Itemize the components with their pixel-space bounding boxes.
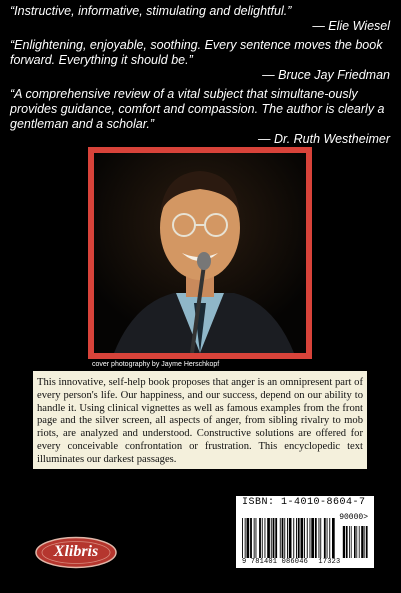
barcode-bar — [273, 518, 275, 558]
barcode-bar — [254, 518, 255, 558]
barcode-bar — [284, 518, 285, 558]
quote-text: “Instructive, informative, stimulating and delightful.” — [10, 4, 292, 18]
barcode-number: 9 781401 086046 — [242, 558, 309, 566]
barcode-bar — [301, 518, 304, 558]
barcode-bar — [315, 518, 317, 558]
quote-author: — Elie Wiesel — [312, 19, 390, 33]
barcode-bar — [307, 518, 308, 558]
isbn-label: ISBN: 1-4010-8604-7 — [242, 497, 366, 508]
isbn-barcode — [236, 496, 374, 568]
barcode-bar — [245, 518, 246, 558]
barcode-bar — [364, 526, 365, 558]
barcode-suffix: 17323 — [318, 558, 341, 566]
barcode-bar — [356, 526, 357, 558]
barcode-bar — [354, 526, 356, 558]
barcode-bar — [280, 518, 281, 558]
barcode-bar — [293, 518, 294, 558]
barcode-bar — [324, 518, 326, 558]
price-code: 90000> — [339, 513, 368, 522]
barcode-bar — [296, 518, 297, 558]
barcode-bar — [329, 518, 330, 558]
author-portrait-image — [94, 153, 306, 353]
barcode-bar — [319, 518, 320, 558]
photo-credit: cover photography by Jayme Herschkopf — [92, 361, 220, 368]
review-quotes — [10, 4, 396, 151]
quote-text: “Enlightening, enjoyable, soothing. Every sentence moves the book forward. Everything it should be.” — [10, 38, 383, 67]
author-photo — [94, 153, 306, 353]
barcode-bar — [259, 518, 261, 558]
barcode-bar — [351, 526, 352, 558]
publisher-logo — [34, 536, 118, 569]
barcode-bar — [320, 518, 321, 558]
barcode-bar — [349, 526, 350, 558]
barcode-bar — [289, 518, 292, 558]
barcode-bar — [242, 518, 243, 558]
barcode-bar — [265, 518, 266, 558]
barcode-bar — [287, 518, 288, 558]
quote-author: — Bruce Jay Friedman — [262, 68, 390, 82]
barcode-bar — [250, 518, 252, 558]
barcode-bar — [267, 518, 270, 558]
barcode-bar — [298, 518, 300, 558]
barcode-bars — [242, 518, 368, 558]
barcode-bar — [332, 518, 335, 558]
barcode-bar — [256, 518, 257, 558]
author-photo-frame — [88, 147, 312, 359]
barcode-digits — [242, 558, 340, 566]
barcode-bar — [366, 526, 368, 558]
quote-text: “A comprehensive review of a vital subject that simultane-ously provides guidance, comfort and compassion. The author is clearly a gentleman and a scholar.” — [10, 87, 385, 131]
barcode-bar — [327, 518, 328, 558]
barcode-bar — [304, 518, 305, 558]
barcode-bar — [361, 526, 363, 558]
barcode-bar — [282, 518, 284, 558]
barcode-bar — [262, 518, 263, 558]
barcode-bar — [311, 518, 314, 558]
barcode-bar — [343, 526, 345, 558]
barcode-bar — [271, 518, 272, 558]
barcode-bar — [346, 526, 348, 558]
book-description: This innovative, self-help book proposes that anger is an omnipresent part of every person's life. Our happiness, and our success, depend on our ability to handle it. Using clinical vignettes as well as famous examples from the front page and the silver screen, all aspects of anger, from sibling rivalry to mob riots, are analyzed and understood. Constructive solutions are offered for every conceivable confrontation or frustration. This encyclopedic text illuminates our darkest passages. — [33, 371, 367, 469]
barcode-bar — [310, 518, 311, 558]
barcode-bar — [247, 518, 250, 558]
quote-author: — Dr. Ruth Westheimer — [258, 132, 390, 146]
barcode-bar — [275, 518, 277, 558]
barcode-bar — [359, 526, 360, 558]
publisher-logo-text: Xlibris — [53, 543, 99, 560]
